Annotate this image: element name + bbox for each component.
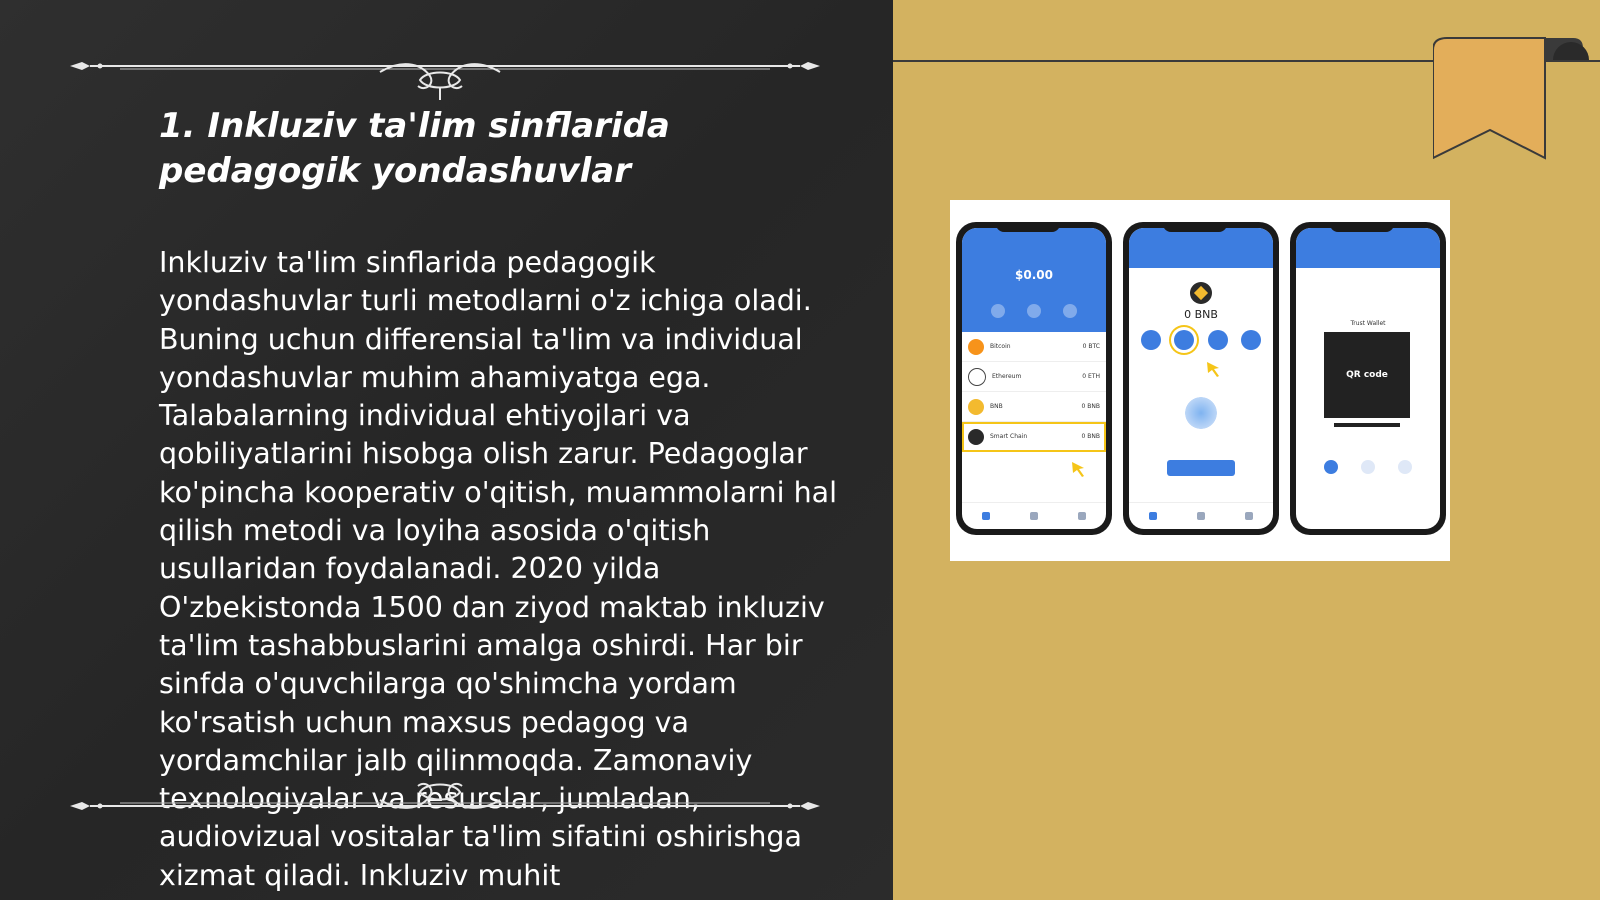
image-panel: [893, 0, 1600, 900]
pointer-arrow-icon: [1070, 460, 1088, 478]
receive-header: [1296, 228, 1440, 268]
empty-state-illustration: [1181, 396, 1221, 430]
trust-wallet-label: Trust Wallet: [1350, 320, 1386, 327]
phone-wallet-home: [956, 222, 1112, 535]
share-icon: [1398, 460, 1412, 474]
action-button: [1167, 460, 1235, 476]
bitcoin-icon: [968, 339, 984, 355]
qr-code: QR code: [1324, 332, 1410, 418]
phone-receive-qr: [1290, 222, 1446, 535]
swap-icon: [1208, 330, 1228, 350]
smart-chain-header: [1129, 228, 1273, 268]
slide-body-text: Inkluziv ta'lim sinflarida pedagogik yondashuvlar turli metodlarni o'z ichiga oladi. Buning uchun differensial ta'lim va individual yondashuvlar muhim ahamiyatga ega. Talabalarning individual ehtiyojlari va qobiliyatlarini hisobga olish zarur. Pedagoglar ko'pincha kooperativ o'qitish, muammolarni hal qilish metodi va loyiha asosida o'qitish usullaridan foydalanadi. 2020 yilda O'zbekistonda 1500 dan ziyod maktab inkluziv ta'lim tashabbuslarini amalga oshirdi. Har bir sinfda o'quvchilarga qo'shimcha yordam ko'rsatish uchun maxsus pedagog va yordamchilar jalb qilinmoqda. Zamonaviy texnologiyalar va resurslar, jumladan, audiovizual vositalar ta'lim sifatini oshirishga xizmat qiladi. Inkluziv muhit: [159, 246, 838, 892]
buy-icon: [1063, 304, 1077, 318]
bnb-icon: [968, 399, 984, 415]
swap-icon: [1030, 512, 1038, 520]
address-bar: [1334, 423, 1400, 427]
wallet-header: [962, 228, 1106, 332]
more-icon: [1241, 330, 1261, 350]
asset-row: Ethereum 0 ETH: [962, 362, 1106, 392]
tab-bar: [1129, 502, 1273, 529]
send-icon: [991, 304, 1005, 318]
smart-chain-icon: [968, 429, 984, 445]
balance-value: $0.00: [1015, 268, 1053, 282]
ornament-top: [60, 40, 830, 100]
phone-smart-chain: [1123, 222, 1279, 535]
bookmark-ribbon-icon: [1433, 34, 1600, 204]
asset-row: Bitcoin 0 BTC: [962, 332, 1106, 362]
receive-icon: [1027, 304, 1041, 318]
shield-icon: [982, 512, 990, 520]
slide-title: 1. Inkluziv ta'lim sinflarida pedagogik yondashuvlar: [159, 106, 670, 191]
settings-icon: [1078, 512, 1086, 520]
ornament-bottom: [60, 780, 830, 840]
send-icon: [1141, 330, 1161, 350]
shield-icon: [1149, 512, 1157, 520]
copy-icon: [1324, 460, 1338, 474]
settings-icon: [1245, 512, 1253, 520]
set-amount-icon: [1361, 460, 1375, 474]
ethereum-icon: [968, 368, 986, 386]
tab-bar: [962, 502, 1106, 529]
bnb-logo-icon: [1190, 282, 1212, 304]
pointer-arrow-icon: [1205, 360, 1223, 378]
wallet-screenshot: [950, 200, 1450, 561]
asset-row: BNB 0 BNB: [962, 392, 1106, 422]
receive-icon: [1174, 330, 1194, 350]
bnb-balance: 0 BNB: [1184, 308, 1218, 321]
asset-row-highlighted: Smart Chain 0 BNB: [962, 422, 1106, 452]
swap-icon: [1197, 512, 1205, 520]
